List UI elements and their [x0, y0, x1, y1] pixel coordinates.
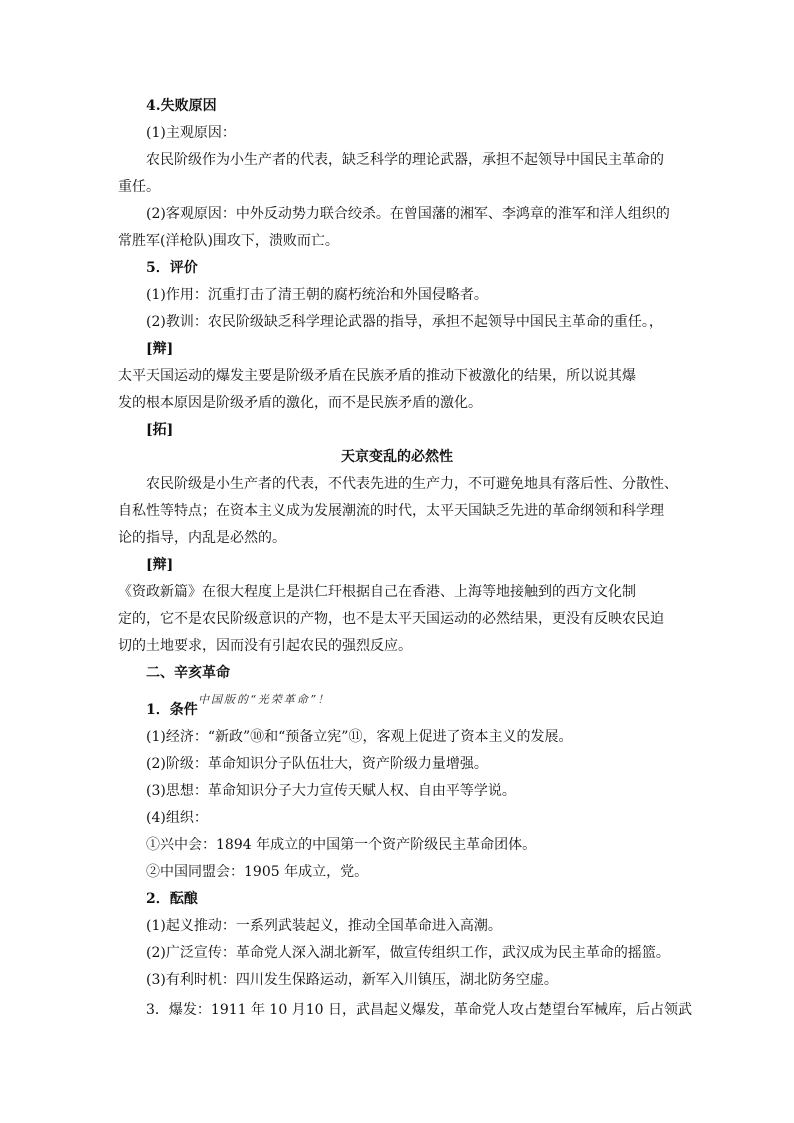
- section-heading: 4.失败原因: [146, 98, 217, 114]
- paragraph-line: 《资政新篇》在很大程度上是洪仁玕根据自己在香港、上海等地接触到的西方文化制: [118, 584, 636, 600]
- paragraph-line: 3．爆发：1911 年 10 月10 日，武昌起义爆发，革命党人攻占楚望台军械库，后占领武: [146, 1002, 692, 1018]
- note-tag-tuo: [拓]: [146, 422, 174, 438]
- paragraph-line: 常胜军(洋枪队)围攻下，溃败而亡。: [118, 233, 339, 249]
- paragraph-line: (4)组织：: [146, 810, 208, 826]
- paragraph-line: ②中国同盟会：1905 年成立，党。: [146, 864, 369, 880]
- paragraph-line: 定的，它不是农民阶级意识的产物，也不是太平天国运动的必然结果，更没有反映农民迫: [118, 611, 664, 627]
- paragraph-line: 重任。: [118, 179, 160, 195]
- centered-title: 天京变乱的必然性: [341, 449, 453, 465]
- subheading: (1)主观原因：: [146, 125, 236, 141]
- paragraph-line: 切的土地要求，因而没有引起农民的强烈反应。: [118, 638, 412, 654]
- paragraph-line: (2)客观原因：中外反动势力联合绞杀。在曾国藩的湘军、李鸿章的淮军和洋人组织的: [146, 206, 670, 222]
- paragraph-line: (1)起义推动：一系列武装起义，推动全国革命进入高潮。: [146, 918, 502, 934]
- section-heading: 二、辛亥革命: [146, 665, 230, 681]
- paragraph-line: (1)经济：“新政”⑩和“预备立宪”⑪，客观上促进了资本主义的发展。: [146, 729, 573, 745]
- note-tag-bian: [辩]: [146, 557, 174, 573]
- section-heading: 1．条件: [146, 702, 198, 718]
- paragraph-line: 自私性等特点；在资本主义成为发展潮流的时代，太平天国缺乏先进的革命纲领和科学理: [118, 503, 664, 519]
- paragraph-line: 太平天国运动的爆发主要是阶级矛盾在民族矛盾的推动下被激化的结果，所以说其爆: [118, 368, 636, 384]
- paragraph-line: 论的指导，内乱是必然的。: [118, 530, 286, 546]
- paragraph-line: 农民阶级作为小生产者的代表，缺乏科学的理论武器，承担不起领导中国民主革命的: [146, 152, 664, 168]
- paragraph-line: 农民阶级是小生产者的代表，不代表先进的生产力，不可避免地具有落后性、分散性、: [146, 476, 678, 492]
- section-heading: 5．评价: [146, 260, 198, 276]
- paragraph-line: (2)广泛宣传：革命党人深入湖北新军，做宣传组织工作，武汉成为民主革命的摇篮。: [146, 945, 670, 961]
- section-heading: 2．酝酿: [146, 891, 198, 907]
- paragraph-line: 发的根本原因是阶级矛盾的激化，而不是民族矛盾的激化。: [118, 395, 482, 411]
- paragraph-line: (1)作用：沉重打击了清王朝的腐朽统治和外国侵略者。: [146, 287, 488, 303]
- paragraph-line: (2)教训：农民阶级缺乏科学理论武器的指导，承担不起领导中国民主革命的重任。，: [146, 314, 663, 330]
- paragraph-line: (3)有利时机：四川发生保路运动，新军入川镇压，湖北防务空虚。: [146, 972, 558, 988]
- paragraph-line: (2)阶级：革命知识分子队伍壮大，资产阶级力量增强。: [146, 756, 488, 772]
- note-tag-bian: [辩]: [146, 341, 174, 357]
- paragraph-line: ①兴中会：1894 年成立的中国第一个资产阶级民主革命团体。: [146, 837, 537, 853]
- paragraph-line: (3)思想：革命知识分子大力宣传天赋人权、自由平等学说。: [146, 783, 516, 799]
- handwritten-annotation: 中国版的“光荣革命”！: [198, 693, 331, 706]
